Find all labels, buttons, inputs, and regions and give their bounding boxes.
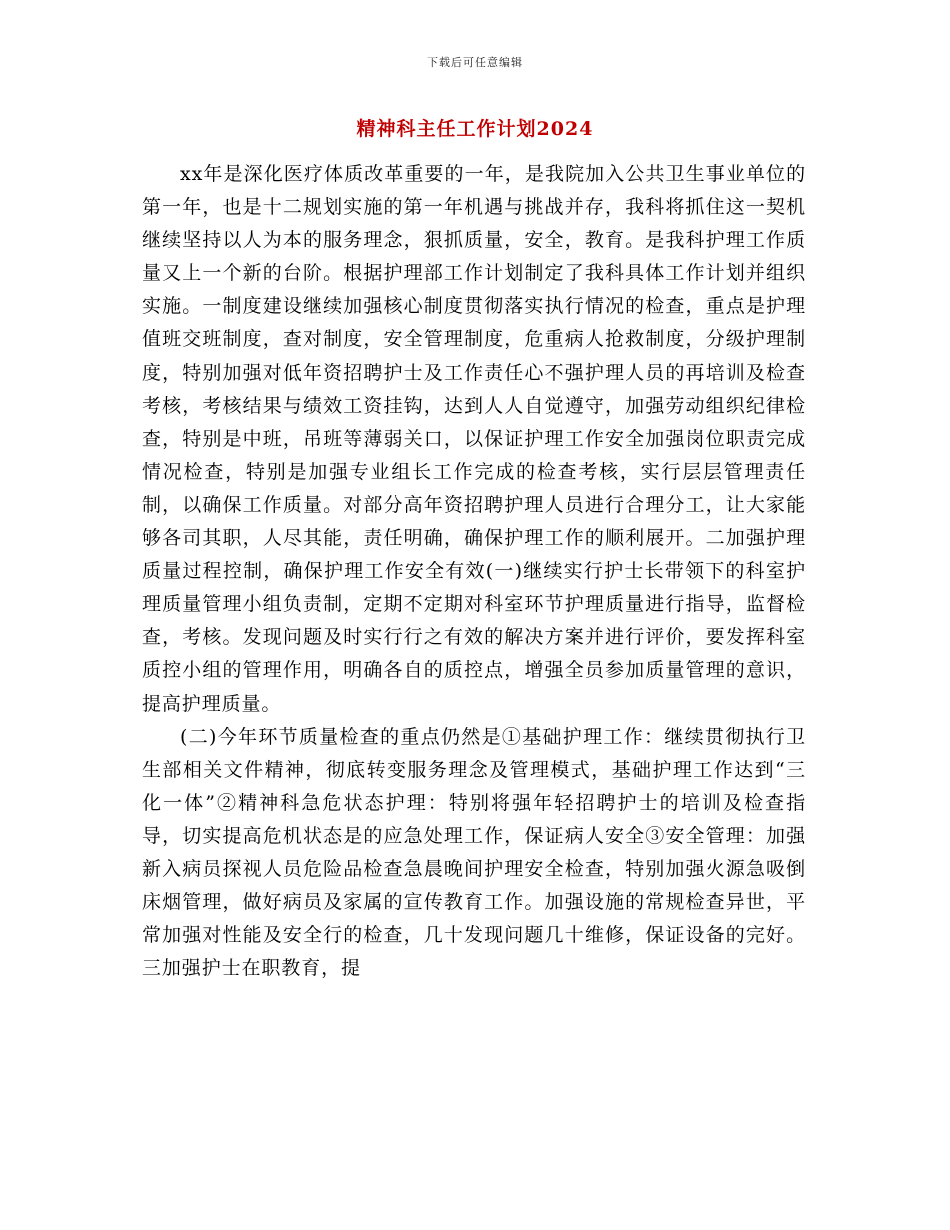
- paragraph-1: xx年是深化医疗体质改革重要的一年，是我院加入公共卫生事业单位的第一年，也是十二规划实施的第一年机遇与挑战并存，我科将抓住这一契机继续坚持以人为本的服务理念，狠抓质量，安全，教育。是我科护理工作质量又上一个新的台阶。根据护理部工作计划制定了我科具体工作计划并组织实施。一制度建设继续加强核心制度贯彻落实执行情况的检查，重点是护理值班交班制度，查对制度，安全管理制度，危重病人抢救制度，分级护理制度，特别加强对低年资招聘护士及工作责任心不强护理人员的再培训及检查考核，考核结果与绩效工资挂钩，达到人人自觉遵守，加强劳动组织纪律检查，特别是中班，吊班等薄弱关口，以保证护理工作安全加强岗位职责完成情况检查，特别是加强专业组长工作完成的检查考核，实行层层管理责任制，以确保工作质量。对部分高年资招聘护理人员进行合理分工，让大家能够各司其职，人尽其能，责任明确，确保护理工作的顺利展开。二加强护理质量过程控制，确保护理工作安全有效(一)继续实行护士长带领下的科室护理质量管理小组负责制，定期不定期对科室环节护理质量进行指导，监督检查，考核。发现问题及时实行行之有效的解决方案并进行评价，要发挥科室质控小组的管理作用，明确各自的质控点，增强全员参加质量管理的意识，提高护理质量。: [142, 163, 806, 715]
- paragraph-2: (二)今年环节质量检查的重点仍然是①基础护理工作：继续贯彻执行卫生部相关文件精神，彻底转变服务理念及管理模式，基础护理工作达到“三化一体”②精神科急危状态护理：特别将强年轻招聘护士的培训及检查指导，切实提高危机状态是的应急处理工作，保证病人安全③安全管理：加强新入病员探视人员危险品检查急晨晚间护理安全检查，特别加强火源急吸倒床烟管理，做好病员及家属的宣传教育工作。加强设施的常规检查异世，平常加强对性能及安全行的检查，几十发现问题几十维修，保证设备的完好。三加强护士在职教育，提: [142, 725, 806, 980]
- header-note: 下载后可任意编辑: [427, 56, 523, 69]
- document-title: 精神科主任工作计划2024: [356, 118, 594, 140]
- document-body: [142, 158, 806, 985]
